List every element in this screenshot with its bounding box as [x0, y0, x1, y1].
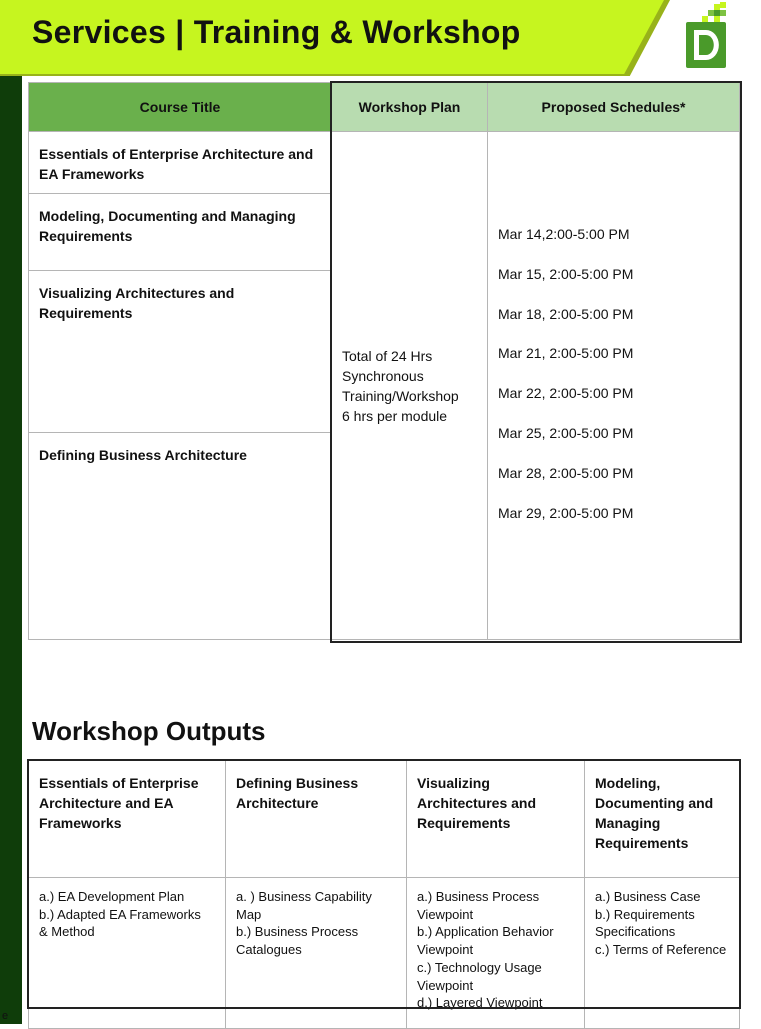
schedule-header-row — [29, 83, 740, 132]
output-title: Essentials of Enterprise Architecture and EA Frameworks — [29, 761, 226, 878]
page-title: Services | Training & Workshop — [32, 14, 521, 50]
side-letter: e — [2, 1010, 9, 1022]
plan-line: Training/Workshop — [342, 387, 459, 404]
output-item: a.) Business Process — [417, 889, 540, 904]
plan-line: Total of 24 Hrs — [342, 347, 433, 364]
output-title: Visualizing Architectures and Requirements — [407, 761, 585, 878]
list-item: Mar 14,2:00-5:00 PM — [498, 226, 630, 242]
output-items — [585, 878, 740, 1029]
course-cell: Essentials of Enterprise Architecture and EA Frameworks — [29, 132, 332, 194]
list-item: Mar 18, 2:00-5:00 PM — [498, 305, 634, 322]
output-item: a. ) Business Capability — [236, 889, 372, 904]
output-item: Catalogues — [236, 942, 302, 958]
output-item: d.) Layered Viewpoint — [417, 995, 543, 1011]
list-item: Mar 28, 2:00-5:00 PM — [498, 464, 634, 481]
workshop-plan-header: Workshop Plan — [332, 83, 488, 132]
outputs-body-row — [29, 878, 740, 1029]
outputs-heading: Workshop Outputs — [32, 716, 266, 746]
company-logo-icon — [684, 2, 728, 70]
side-bar — [0, 0, 22, 1024]
workshop-plan-cell — [332, 132, 488, 640]
course-cell: Visualizing Architectures and Requirements — [29, 271, 332, 433]
proposed-schedules-header: Proposed Schedules* — [488, 83, 740, 132]
outputs-header-row — [29, 761, 740, 878]
output-items — [407, 878, 585, 1029]
output-item: Map — [236, 906, 262, 922]
course-title-header: Course Title — [29, 83, 332, 132]
output-items — [29, 878, 226, 1029]
course-cell: Defining Business Architecture — [29, 433, 332, 640]
course-cell: Modeling, Documenting and Managing Requirements — [29, 194, 332, 271]
list-item: Mar 29, 2:00-5:00 PM — [498, 504, 634, 521]
output-item: a.) EA Development Plan — [39, 889, 185, 904]
list-item: Mar 25, 2:00-5:00 PM — [498, 424, 634, 441]
plan-line: 6 hrs per module — [342, 407, 448, 424]
output-item: c.) Technology Usage — [417, 959, 542, 975]
output-title: Modeling, Documenting and Managing Requirements — [585, 761, 740, 878]
output-item: Viewpoint — [417, 906, 474, 922]
output-item: Viewpoint — [417, 977, 474, 993]
output-item: & Method — [39, 924, 95, 940]
output-item: b.) Business Process — [236, 924, 359, 940]
output-item: Specifications — [595, 924, 676, 940]
output-item: b.) Adapted EA Frameworks — [39, 906, 201, 922]
table-row — [29, 132, 740, 194]
schedule-table — [28, 82, 740, 640]
output-item: a.) Business Case — [595, 889, 701, 904]
plan-line: Synchronous — [342, 367, 424, 384]
output-item: b.) Requirements — [595, 906, 695, 922]
schedules-cell — [488, 132, 740, 640]
output-items — [226, 878, 407, 1029]
outputs-table — [28, 760, 740, 1029]
list-item: Mar 15, 2:00-5:00 PM — [498, 265, 634, 282]
list-item: Mar 21, 2:00-5:00 PM — [498, 345, 634, 362]
output-item: Viewpoint — [417, 942, 474, 958]
output-item: c.) Terms of Reference — [595, 942, 727, 958]
schedule-list — [498, 132, 729, 542]
output-item: b.) Application Behavior — [417, 924, 554, 940]
output-title: Defining Business Architecture — [226, 761, 407, 878]
list-item: Mar 22, 2:00-5:00 PM — [498, 385, 634, 402]
